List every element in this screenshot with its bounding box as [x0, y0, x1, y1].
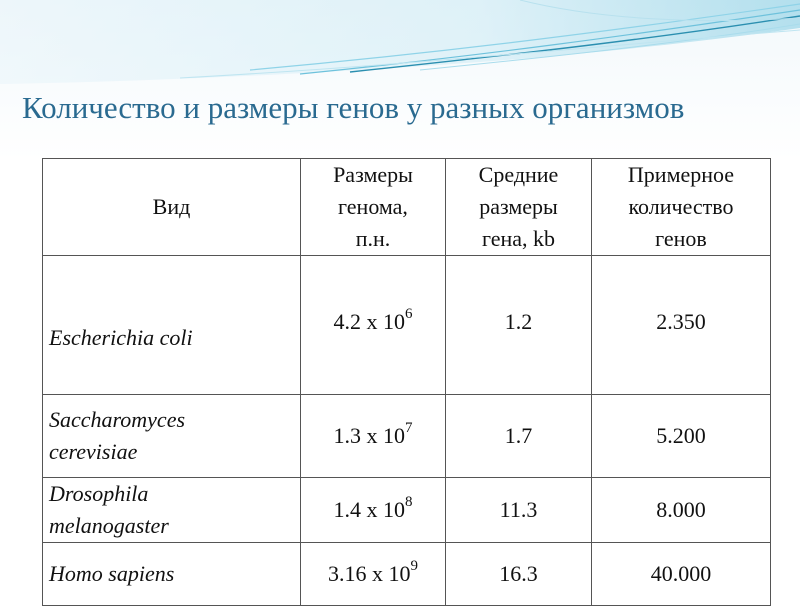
header-gene-size-line2: размеры: [479, 194, 558, 219]
genome-size-base: 1.3 x 10: [333, 423, 405, 448]
header-genome-size-line3: п.н.: [355, 226, 391, 251]
header-gene-size-line3: гена, kb: [481, 226, 556, 251]
table-row: [43, 478, 771, 543]
slide-title: Количество и размеры генов у разных организмов: [22, 90, 685, 125]
species-cell: [43, 543, 301, 606]
gene-count-value: 8.000: [656, 497, 706, 522]
table-row: [43, 395, 771, 478]
genome-size-exponent: 9: [410, 558, 418, 574]
genome-size-exponent: 6: [405, 306, 413, 322]
table-header-row: [43, 159, 771, 256]
header-gene-count-line2: количество: [628, 194, 734, 219]
genome-size-cell: [301, 543, 446, 606]
genome-size-base: 3.16 x 10: [328, 561, 411, 586]
species-name: Homo sapiens: [49, 561, 175, 586]
genome-size-base: 4.2 x 10: [333, 309, 405, 334]
species-cell: [43, 478, 301, 543]
gene-count-value: 5.200: [656, 423, 706, 448]
gene-size-cell: [446, 256, 592, 395]
gene-count-cell: [592, 395, 771, 478]
species-cell: [43, 256, 301, 395]
gene-size-value: 1.7: [504, 423, 533, 448]
gene-data-table: [42, 158, 771, 606]
header-genome-size-line1: Размеры: [333, 162, 413, 187]
header-species: [43, 159, 301, 256]
gene-size-value: 1.2: [504, 309, 533, 334]
header-wave-decoration: [0, 0, 800, 90]
header-gene-count-line3: генов: [655, 226, 707, 251]
header-gene-count: [592, 159, 771, 256]
genome-size-exponent: 7: [405, 420, 413, 436]
species-name-line2: cerevisiae: [49, 439, 138, 464]
header-gene-count-line1: Примерное: [627, 162, 735, 187]
gene-count-value: 2.350: [656, 309, 706, 334]
genome-size-base: 1.4 x 10: [333, 497, 405, 522]
species-name-line1: Saccharomyces: [49, 407, 186, 432]
header-gene-size-line1: Средние: [478, 162, 559, 187]
header-gene-size: [446, 159, 592, 256]
species-name: Escherichia coli: [49, 325, 193, 350]
header-species-label: Вид: [152, 194, 191, 219]
genome-size-exponent: 8: [405, 494, 413, 510]
gene-size-cell: [446, 478, 592, 543]
header-genome-size-line2: генома,: [338, 194, 408, 219]
header-genome-size: [301, 159, 446, 256]
gene-size-cell: [446, 543, 592, 606]
gene-count-value: 40.000: [650, 561, 712, 586]
genome-size-cell: [301, 395, 446, 478]
species-name-line2: melanogaster: [49, 513, 169, 538]
gene-size-value: 16.3: [499, 561, 538, 586]
genome-size-cell: [301, 256, 446, 395]
gene-count-cell: [592, 478, 771, 543]
genome-size-cell: [301, 478, 446, 543]
table-row: [43, 543, 771, 606]
gene-size-value: 11.3: [499, 497, 538, 522]
table-row: [43, 256, 771, 395]
gene-count-cell: [592, 256, 771, 395]
gene-size-cell: [446, 395, 592, 478]
species-cell: [43, 395, 301, 478]
species-name-line1: Drosophila: [49, 481, 149, 506]
gene-count-cell: [592, 543, 771, 606]
